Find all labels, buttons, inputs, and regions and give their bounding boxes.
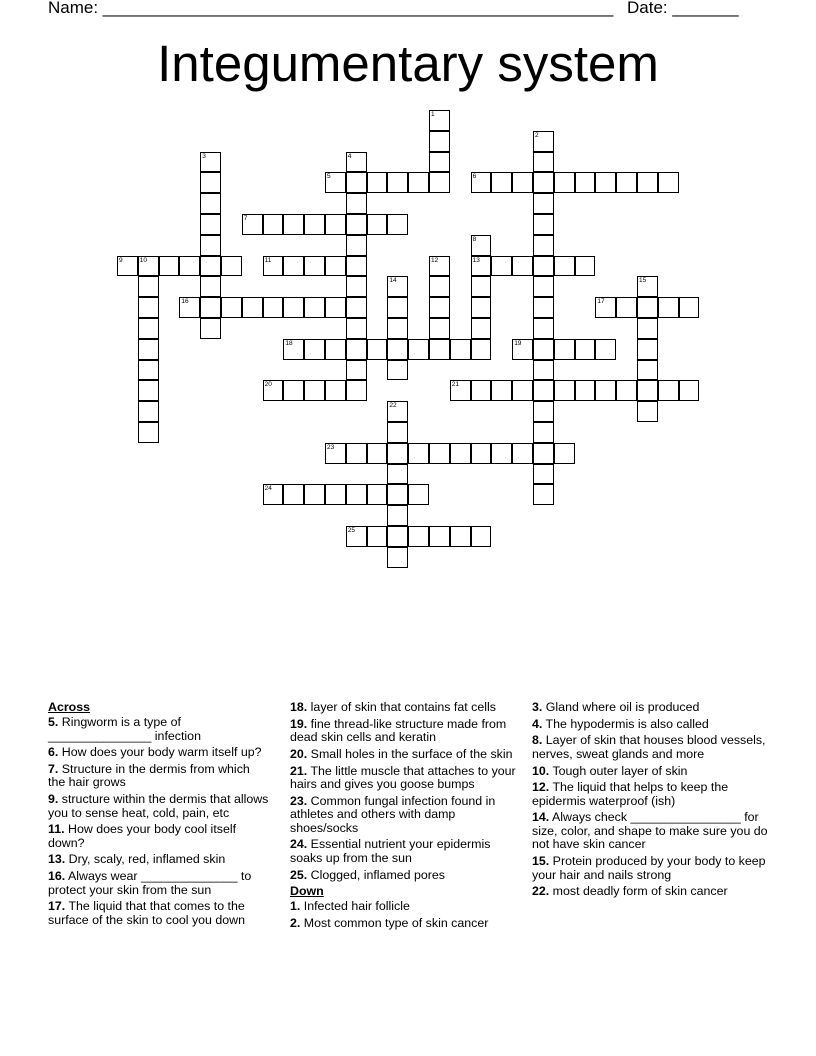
clue-number-label: 25 [347,527,356,534]
clue-number-label: 23 [327,443,335,451]
grid-cell[interactable] [512,256,533,277]
clue-across [48,823,270,850]
grid-cell[interactable] [367,443,388,464]
grid-cell[interactable] [429,276,450,297]
grid-cell[interactable] [575,172,596,193]
clue-number-label: 14 [389,277,397,285]
grid-cell[interactable] [263,380,284,401]
clue-number-label: 3 [202,152,206,160]
clue-number-label: 18 [285,339,293,347]
grid-cell[interactable] [263,214,284,235]
clue-text: Common fungal infection found in athletes and others with damp shoes/socks [290,793,496,835]
grid-cell[interactable] [346,235,367,256]
grid-cell[interactable] [429,318,450,339]
grid-cell[interactable] [387,401,408,422]
clue-number: 11. [48,822,65,837]
grid-cell[interactable] [471,256,492,277]
grid-cell[interactable] [637,172,658,193]
grid-cell[interactable] [533,401,554,422]
grid-cell[interactable] [575,380,596,401]
grid-cell[interactable] [616,297,637,318]
grid-cell[interactable] [637,276,658,297]
grid-cell[interactable] [283,256,304,277]
across-clues-part1 [48,716,270,927]
grid-cell[interactable] [658,380,679,401]
grid-cell[interactable] [491,443,512,464]
clue-down [290,900,522,914]
grid-cell[interactable] [616,172,637,193]
grid-cell[interactable] [138,318,159,339]
clue-number: 2. [290,916,301,930]
grid-cell[interactable] [471,443,492,464]
grid-cell[interactable] [346,360,367,381]
clue-number-label: 13 [472,256,480,264]
grid-cell[interactable] [533,443,554,464]
grid-cell[interactable] [408,526,429,547]
grid-cell[interactable] [637,380,658,401]
clue-number: 4. [532,716,543,731]
grid-cell[interactable] [512,380,533,401]
grid-cell[interactable] [367,172,388,193]
clue-number-label: 5 [327,173,331,181]
grid-cell[interactable] [429,110,450,131]
grid-cell[interactable] [450,380,471,401]
clue-number-label: 6 [472,173,477,181]
grid-cell[interactable] [325,339,346,360]
clue-number: 16. [48,869,66,884]
grid-cell[interactable] [367,484,388,505]
clue-across [290,869,522,883]
clue-number-label: 9 [119,256,123,264]
down-heading: Down [290,884,324,899]
grid-cell[interactable] [304,214,325,235]
clue-across [48,793,270,820]
grid-cell[interactable] [346,214,367,235]
grid-cell[interactable] [533,152,554,173]
grid-cell[interactable] [595,380,616,401]
clue-number-label: 10 [139,256,148,264]
grid-cell[interactable] [387,422,408,443]
clue-across [290,765,522,792]
clue-down [290,917,522,931]
clue-down [532,811,768,852]
clue-across [48,853,270,867]
grid-cell[interactable] [304,297,325,318]
grid-cell[interactable] [304,339,325,360]
grid-cell[interactable] [429,297,450,318]
clue-number: 3. [532,700,543,714]
grid-cell[interactable] [533,339,554,360]
grid-cell[interactable] [346,276,367,297]
grid-cell[interactable] [283,339,304,360]
grid-cell[interactable] [200,318,221,339]
grid-cell[interactable] [387,360,408,381]
clue-number: 6. [48,745,59,760]
grid-cell[interactable] [346,526,367,547]
grid-cell[interactable] [138,276,159,297]
clue-number-label: 1 [431,111,435,118]
grid-cell[interactable] [575,339,596,360]
clue-across [290,748,522,762]
grid-cell[interactable] [325,172,346,193]
grid-cell[interactable] [263,256,284,277]
grid-cell[interactable] [595,339,616,360]
grid-cell[interactable] [200,276,221,297]
clue-text: Essential nutrient your epidermis soaks up from the sun [290,837,491,865]
grid-cell[interactable] [387,547,408,568]
clue-number: 10. [532,763,550,778]
grid-cell[interactable] [575,256,596,277]
grid-cell[interactable] [429,152,450,173]
grid-cell[interactable] [554,339,575,360]
grid-cell[interactable] [595,172,616,193]
grid-cell[interactable] [512,443,533,464]
clue-across [48,716,270,743]
grid-cell[interactable] [429,256,450,277]
grid-cell[interactable] [408,484,429,505]
grid-cell[interactable] [283,214,304,235]
clue-number: 17. [48,899,66,914]
grid-cell[interactable] [533,464,554,485]
clue-number-label: 17 [597,298,605,306]
clue-down [532,701,768,715]
clue-across [290,718,522,745]
clue-column-3 [532,701,768,902]
down-clues-part2 [532,701,768,899]
clue-number-label: 8 [472,235,477,243]
grid-cell[interactable] [429,526,450,547]
grid-cell[interactable] [554,172,575,193]
clue-down [532,855,768,882]
clue-number: 12. [532,780,550,795]
grid-cell[interactable] [346,152,367,173]
name-field[interactable]: Name: ______________________________________________________ [48,0,614,17]
grid-cell[interactable] [533,256,554,277]
grid-cell[interactable] [533,172,554,193]
grid-cell[interactable] [283,380,304,401]
clue-text: The hypodermis is also called [542,716,709,731]
grid-cell[interactable] [471,380,492,401]
grid-cell[interactable] [387,464,408,485]
clue-text: Gland where oil is produced [542,700,700,714]
clue-text: Most common type of skin cancer [300,916,489,930]
clue-number: 14. [532,810,550,825]
grid-cell[interactable] [512,339,533,360]
grid-cell[interactable] [346,380,367,401]
date-field[interactable]: Date: _______ [627,0,739,17]
grid-cell[interactable] [387,297,408,318]
grid-cell[interactable] [138,256,159,277]
clue-across [48,763,270,790]
grid-cell[interactable] [138,360,159,381]
grid-cell[interactable] [658,297,679,318]
grid-cell[interactable] [325,380,346,401]
grid-cell[interactable] [533,276,554,297]
grid-cell[interactable] [367,526,388,547]
clue-text: Always wear ______________ to protect your skin from the sun [48,869,252,897]
grid-cell[interactable] [325,256,346,277]
clue-text: Structure in the dermis from which the hair grows [48,761,250,790]
grid-cell[interactable] [533,422,554,443]
grid-cell[interactable] [533,484,554,505]
grid-cell[interactable] [200,297,221,318]
grid-cell[interactable] [346,318,367,339]
grid-cell[interactable] [595,297,616,318]
clue-down [532,885,768,899]
clue-text: Tough outer layer of skin [549,763,688,778]
grid-cell[interactable] [533,380,554,401]
grid-cell[interactable] [554,380,575,401]
clue-across [48,900,270,927]
clue-text: fine thread-like structure made from dead skin cells and keratin [290,716,507,745]
grid-cell[interactable] [471,172,492,193]
clue-number: 9. [48,792,59,807]
clue-number: 18. [290,700,308,714]
grid-cell[interactable] [367,339,388,360]
grid-cell[interactable] [408,339,429,360]
clue-number: 25. [290,867,308,882]
clue-across [290,701,522,715]
grid-cell[interactable] [471,339,492,360]
clue-number-label: 24 [264,485,272,493]
clue-number-label: 2 [535,131,539,139]
clue-number-label: 20 [264,381,272,389]
clue-text: The little muscle that attaches to your hairs and gives you goose bumps [290,763,516,792]
grid-cell[interactable] [138,380,159,401]
clue-down [532,734,768,761]
clue-text: layer of skin that contains fat cells [307,700,496,714]
grid-cell[interactable] [471,297,492,318]
clue-number-label: 4 [347,152,352,160]
clue-number: 5. [48,715,59,729]
clue-text: Infected hair follicle [300,899,410,914]
grid-cell[interactable] [387,484,408,505]
grid-cell[interactable] [117,256,138,277]
grid-cell[interactable] [491,256,512,277]
grid-cell[interactable] [242,214,263,235]
grid-cell[interactable] [387,172,408,193]
clue-text: Protein produced by your body to keep your hair and nails strong [532,854,766,882]
grid-cell[interactable] [387,505,408,526]
grid-cell[interactable] [512,172,533,193]
grid-cell[interactable] [679,297,700,318]
grid-cell[interactable] [450,526,471,547]
grid-cell[interactable] [200,256,221,277]
grid-cell[interactable] [200,214,221,235]
clue-number: 24. [290,837,308,852]
grid-cell[interactable] [533,131,554,152]
clue-number: 22. [532,884,550,899]
clue-number: 13. [48,852,66,867]
clue-down [532,765,768,779]
grid-cell[interactable] [637,401,658,422]
grid-cell[interactable] [138,339,159,360]
grid-cell[interactable] [263,484,284,505]
grid-cell[interactable] [138,401,159,422]
grid-cell[interactable] [346,193,367,214]
grid-cell[interactable] [346,172,367,193]
grid-cell[interactable] [283,297,304,318]
grid-cell[interactable] [533,360,554,381]
grid-cell[interactable] [325,297,346,318]
clue-number-label: 19 [514,339,522,347]
grid-cell[interactable] [200,152,221,173]
grid-cell[interactable] [429,339,450,360]
clue-text: Ringworm is a type of _______________ infection [48,715,201,743]
clue-number-label: 16 [181,298,189,306]
clue-number: 7. [48,761,59,776]
clue-across [48,870,270,897]
grid-cell[interactable] [325,484,346,505]
clue-number: 23. [290,793,308,808]
grid-cell[interactable] [408,443,429,464]
grid-cell[interactable] [138,297,159,318]
grid-cell[interactable] [387,526,408,547]
grid-cell[interactable] [491,380,512,401]
grid-cell[interactable] [304,484,325,505]
clue-text: structure within the dermis that allows you to sense heat, cold, pain, etc [48,792,269,820]
grid-cell[interactable] [387,214,408,235]
clue-column-2 [290,701,522,934]
grid-cell[interactable] [637,339,658,360]
grid-cell[interactable] [533,193,554,214]
clue-number-label: 22 [389,402,397,410]
clue-text: Small holes in the surface of the skin [307,746,513,761]
grid-cell[interactable] [554,443,575,464]
grid-cell[interactable] [263,297,284,318]
grid-cell[interactable] [200,235,221,256]
grid-cell[interactable] [533,297,554,318]
clue-down [532,718,768,732]
grid-cell[interactable] [429,172,450,193]
grid-cell[interactable] [346,339,367,360]
grid-cell[interactable] [304,380,325,401]
grid-cell[interactable] [283,484,304,505]
grid-cell[interactable] [200,193,221,214]
clue-number: 8. [532,733,543,748]
clue-number: 15. [532,854,550,869]
clue-number: 20. [290,746,308,761]
grid-cell[interactable] [471,318,492,339]
grid-cell[interactable] [450,443,471,464]
grid-cell[interactable] [658,172,679,193]
grid-cell[interactable] [221,297,242,318]
grid-cell[interactable] [221,256,242,277]
clue-across [290,838,522,865]
grid-cell[interactable] [367,214,388,235]
down-clues-part1 [290,900,522,930]
grid-cell[interactable] [387,318,408,339]
clue-text: Layer of skin that houses blood vessels, nerves, sweat glands and more [532,733,766,761]
grid-cell[interactable] [159,256,180,277]
clue-number: 19. [290,716,308,731]
clue-number: 21. [290,763,308,778]
grid-cell[interactable] [138,422,159,443]
grid-cell[interactable] [387,276,408,297]
grid-cell[interactable] [408,172,429,193]
clue-text: How does your body warm itself up? [58,745,262,760]
clue-number-label: 21 [451,381,460,389]
grid-cell[interactable] [679,380,700,401]
grid-cell[interactable] [533,235,554,256]
grid-cell[interactable] [346,256,367,277]
grid-cell[interactable] [179,297,200,318]
clue-text: The liquid that that comes to the surface of the skin to cool you down [48,899,245,927]
clue-across [290,795,522,836]
clue-number-label: 11 [264,256,272,264]
clue-number-label: 15 [639,277,647,285]
grid-cell[interactable] [387,443,408,464]
clue-text: How does your body cool itself down? [48,822,237,850]
grid-cell[interactable] [346,443,367,464]
grid-cell[interactable] [637,360,658,381]
across-heading: Across [48,700,91,714]
grid-cell[interactable] [200,172,221,193]
across-clues-part2 [290,701,522,882]
grid-cell[interactable] [450,339,471,360]
grid-cell[interactable] [616,380,637,401]
grid-cell[interactable] [533,214,554,235]
clue-number: 1. [290,899,301,914]
grid-cell[interactable] [304,256,325,277]
grid-cell[interactable] [429,131,450,152]
grid-cell[interactable] [471,235,492,256]
grid-cell[interactable] [637,318,658,339]
clue-text: Dry, scaly, red, inflamed skin [65,852,226,867]
page-title: Integumentary system [157,35,659,92]
clue-text: The liquid that helps to keep the epidermis waterproof (ish) [532,780,729,808]
clue-text: Clogged, inflamed pores [307,867,445,882]
clue-text: Always check ________________ for size, color, and shape to make sure you do not have skin cancer [532,810,768,852]
grid-cell[interactable] [429,443,450,464]
grid-cell[interactable] [471,526,492,547]
grid-cell[interactable] [637,297,658,318]
clue-number-label: 12 [431,256,439,264]
grid-cell[interactable] [554,256,575,277]
clue-text: most deadly form of skin cancer [549,884,728,899]
grid-cell[interactable] [346,484,367,505]
grid-cell[interactable] [242,297,263,318]
grid-cell[interactable] [346,297,367,318]
grid-cell[interactable] [325,214,346,235]
clue-column-1 [48,701,270,931]
clue-number-label: 7 [243,215,248,222]
clue-down [532,781,768,808]
clue-across [48,746,270,760]
grid-cell[interactable] [179,256,200,277]
grid-cell[interactable] [491,172,512,193]
grid-cell[interactable] [387,339,408,360]
grid-cell[interactable] [471,276,492,297]
grid-cell[interactable] [533,318,554,339]
grid-cell[interactable] [325,443,346,464]
